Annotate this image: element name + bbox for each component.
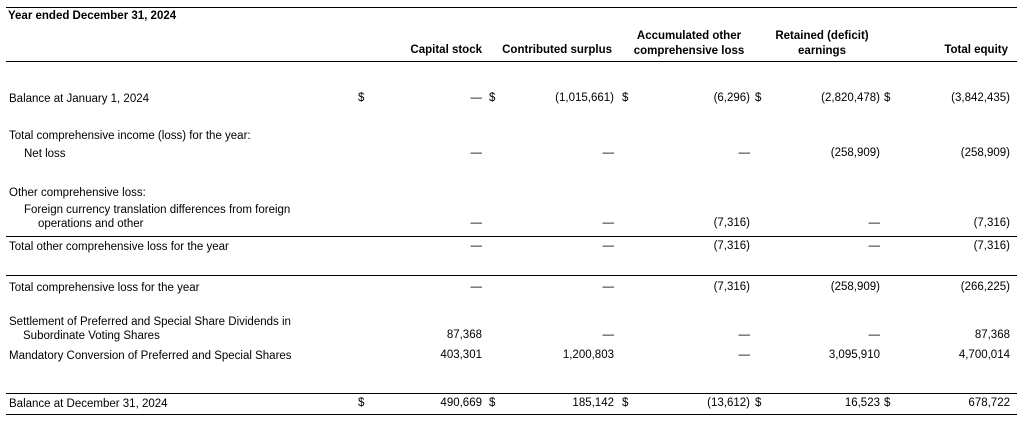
value-cell: — [602, 281, 614, 293]
value-cell: (7,316) [973, 217, 1010, 229]
value-cell: — [470, 147, 482, 159]
value-cell: — [868, 240, 880, 252]
value-cell: 678,722 [968, 397, 1010, 409]
rule-after-closing-balance [6, 414, 1017, 415]
row-label: Balance at January 1, 2024 [9, 93, 150, 105]
currency-symbol: $ [358, 397, 365, 409]
value-cell: — [470, 92, 482, 104]
value-cell: 490,669 [440, 397, 482, 409]
period-heading: Year ended December 31, 2024 [8, 10, 177, 22]
value-cell: — [602, 240, 614, 252]
rule-before-total-oci [6, 236, 1017, 237]
value-cell: 87,368 [974, 329, 1010, 341]
value-cell: 1,200,803 [562, 349, 614, 361]
value-cell: — [738, 349, 750, 361]
col-header-total-equity: Total equity [944, 44, 1008, 56]
row-label: Balance at December 31, 2024 [9, 398, 168, 410]
col-header-retained-earnings: Retained (deficit) earnings [775, 30, 869, 57]
currency-symbol: $ [489, 397, 496, 409]
value-cell: 87,368 [446, 329, 482, 341]
value-cell: 16,523 [844, 397, 880, 409]
col-header-contributed-surplus: Contributed surplus [502, 44, 612, 56]
row-label: Total other comprehensive loss for the year [9, 241, 229, 253]
value-cell: (7,316) [713, 240, 750, 252]
currency-symbol: $ [755, 397, 762, 409]
value-cell: (1,015,661) [555, 92, 614, 104]
row-label: Net loss [24, 148, 66, 160]
value-cell: — [470, 217, 482, 229]
value-cell: 403,301 [440, 349, 482, 361]
row-label: Other comprehensive loss: [9, 187, 146, 199]
top-rule [6, 7, 1017, 8]
currency-symbol: $ [884, 397, 891, 409]
value-cell: (13,612) [707, 397, 750, 409]
row-label: Total comprehensive loss for the year [9, 282, 200, 294]
value-cell: (7,316) [713, 217, 750, 229]
header-rule [6, 61, 1017, 62]
value-cell: (7,316) [713, 281, 750, 293]
value-cell: (2,820,478) [821, 92, 880, 104]
value-cell: (6,296) [713, 92, 750, 104]
row-label: Total comprehensive income (loss) for the year: [9, 130, 251, 142]
value-cell: — [602, 329, 614, 341]
value-cell: (7,316) [973, 240, 1010, 252]
value-cell: — [470, 240, 482, 252]
value-cell: — [868, 329, 880, 341]
value-cell: (258,909) [960, 147, 1010, 159]
currency-symbol: $ [622, 92, 629, 104]
currency-symbol: $ [489, 92, 496, 104]
value-cell: — [738, 147, 750, 159]
currency-symbol: $ [358, 92, 365, 104]
value-cell: — [470, 281, 482, 293]
row-label: Mandatory Conversion of Preferred and Special Shares [9, 350, 292, 362]
value-cell: — [602, 217, 614, 229]
value-cell: 185,142 [572, 397, 614, 409]
row-label: Settlement of Preferred and Special Share Dividends in Subordinate Voting Shares [9, 316, 291, 342]
value-cell: — [602, 147, 614, 159]
col-header-capital-stock: Capital stock [410, 44, 482, 56]
value-cell: (258,909) [830, 281, 880, 293]
value-cell: 4,700,014 [958, 349, 1010, 361]
currency-symbol: $ [755, 92, 762, 104]
value-cell: (3,842,435) [951, 92, 1010, 104]
rule-before-total-comprehensive [6, 275, 1017, 276]
value-cell: — [738, 329, 750, 341]
rule-before-closing-balance [6, 393, 1017, 394]
value-cell: (258,909) [830, 147, 880, 159]
value-cell: (266,225) [960, 281, 1010, 293]
col-header-aoci: Accumulated other comprehensive loss [633, 30, 745, 57]
currency-symbol: $ [884, 92, 891, 104]
currency-symbol: $ [622, 397, 629, 409]
value-cell: — [868, 217, 880, 229]
row-label: Foreign currency translation differences from foreign operations and other [24, 204, 291, 230]
value-cell: 3,095,910 [828, 349, 880, 361]
